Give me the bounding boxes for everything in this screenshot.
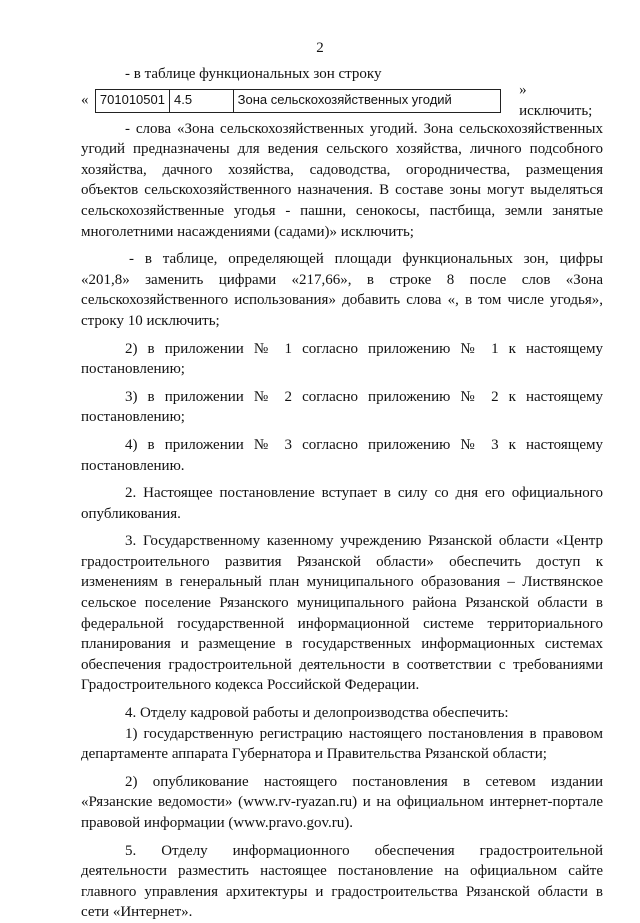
appendix-1-paragraph: 2) в приложении № 1 согласно приложению № 1 к настоящему постановлению; bbox=[81, 340, 603, 378]
table-intro-paragraph: - в таблице функциональных зон строку bbox=[125, 66, 382, 82]
words-removal-paragraph: - слова «Зона сельскохозяйственных угодий. Зона сельскохозяйственных угодий предназначены для ведения сельского хозяйства, личного подсобного хозяйства, дачного хозяйства, садоводства, огородничества, размещения объектов сельскохозяйственного назначения. В составе зоны могут выделяться сельскохозяйственные угодья - пашни, сенокосы, пастбища, земли занятые многолетними насаждениями (садами)» исключить; bbox=[81, 120, 603, 240]
zone-index-cell: 4.5 bbox=[169, 89, 233, 112]
item-4-1-paragraph: 1) государственную регистрацию настоящего постановления в правовом департаменте аппарата Губернатора и Правительства Рязанской области; bbox=[81, 725, 603, 763]
item-5-paragraph: 5. Отделу информационного обеспечения градостроительной деятельности разместить настоящее постановление на официальном сайте главного управления архитектуры и градостроительства Рязанской области в сети «Интернет». bbox=[81, 842, 603, 921]
appendix-3-paragraph: 4) в приложении № 3 согласно приложению № 3 к настоящему постановлению. bbox=[81, 436, 603, 474]
zone-code-cell: 701010501 bbox=[95, 89, 169, 112]
item-4-2-paragraph: 2) опубликование настоящего постановления в сетевом издании «Рязанские ведомости» (www.rv-ryazan.ru) и на официальном интернет-портале правовой информации (www.pravo.gov.ru). bbox=[81, 773, 603, 831]
item-4-paragraph: 4. Отделу кадровой работы и делопроизводства обеспечить: bbox=[125, 705, 509, 722]
functional-zones-table-line bbox=[81, 82, 603, 119]
functional-zones-table bbox=[95, 89, 501, 113]
item-2-paragraph: 2. Настоящее постановление вступает в силу со дня его официального опубликования. bbox=[81, 485, 603, 522]
item-3-paragraph: 3. Государственному казенному учреждению Рязанской области «Центр градостроительного развития Рязанской области» обеспечить доступ к изменениям в генеральный план муниципального образования – Листвянское сельское поселение Рязанского муниципального района Рязанской области в федеральной государственной информационной системе территориального планирования и размещение в государственных информационных системах обеспечения градостроительной деятельности в соответствии с требованиями Градостроительного кодекса Российской Федерации. bbox=[81, 533, 603, 694]
zone-name-cell: Зона сельскохозяйственных угодий bbox=[233, 89, 500, 112]
area-table-paragraph: - в таблице, определяющей площади функциональных зон, цифры «201,8» заменить цифрами «217,66», в строке 8 после слов «Зона сельскохозяйственного использования» добавить слова «, в том числе угодья», строку 10 исключить; bbox=[81, 251, 603, 329]
appendix-2-paragraph: 3) в приложении № 2 согласно приложению № 2 к настоящему постановлению; bbox=[81, 388, 603, 426]
open-quote: « bbox=[81, 92, 89, 109]
document-body bbox=[81, 64, 603, 923]
page-number: 2 bbox=[316, 40, 324, 56]
table-row bbox=[95, 89, 500, 112]
close-quote-text: » исключить; bbox=[519, 82, 593, 119]
